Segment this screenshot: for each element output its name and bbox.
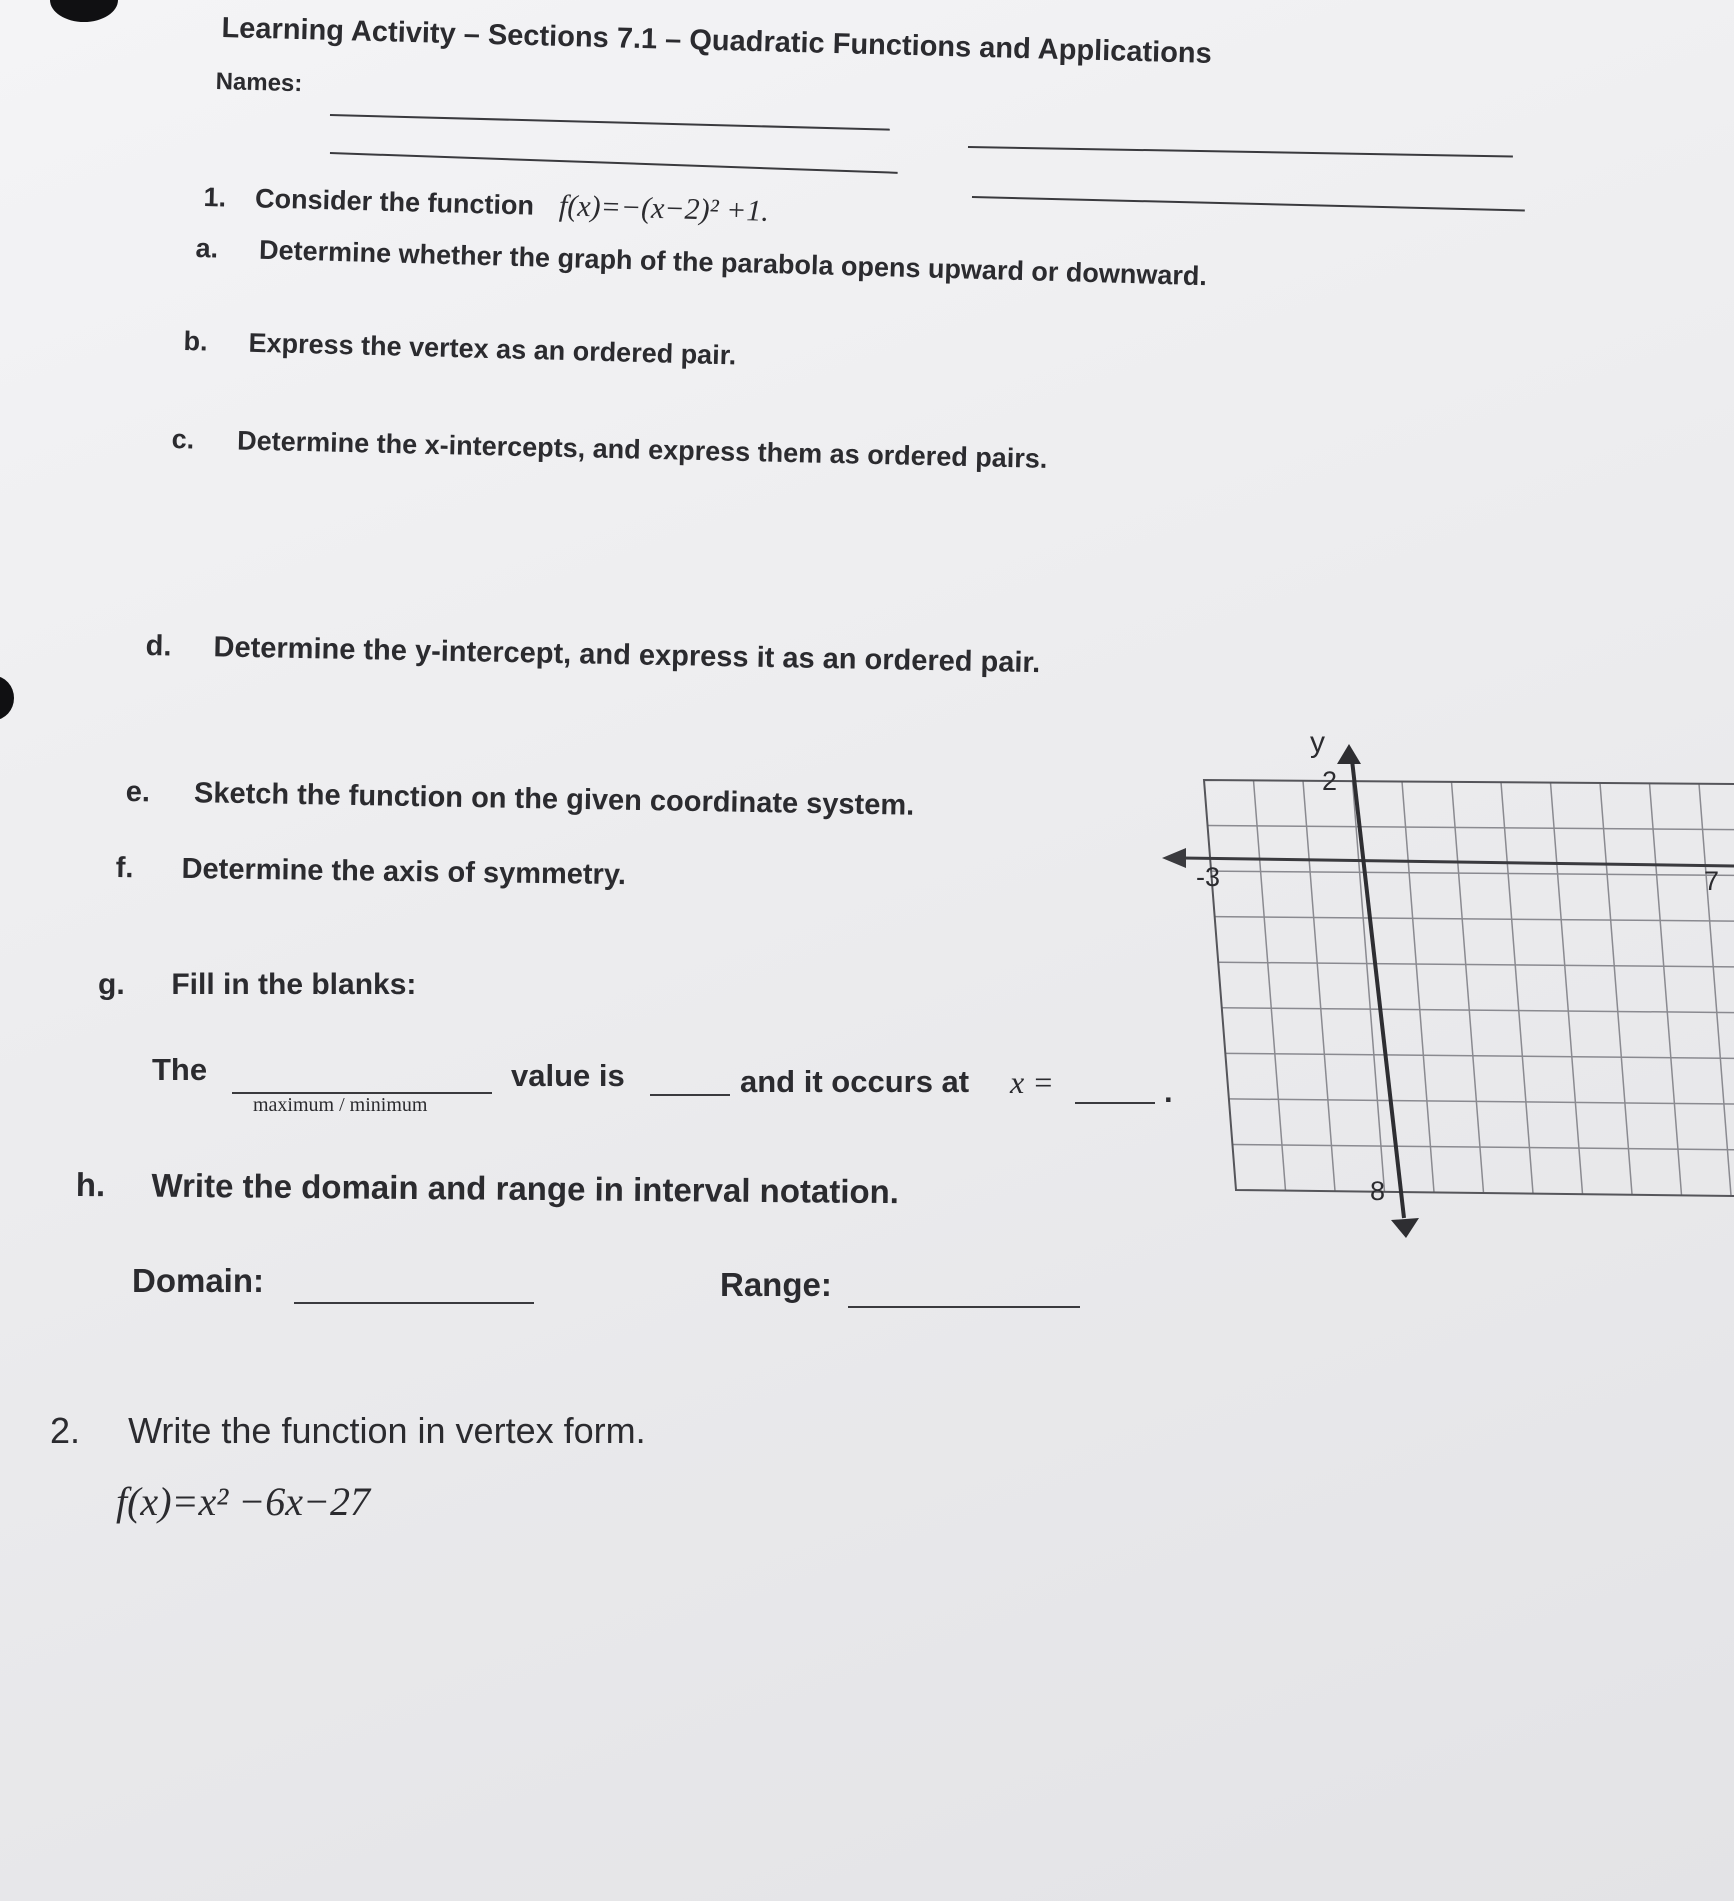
grid-horizontal-line: [1232, 1144, 1734, 1150]
fill-in-the: The: [152, 1052, 208, 1087]
y-top-tick-label: 2: [1322, 766, 1338, 796]
fill-in-x-equals: x =: [1010, 1064, 1054, 1100]
question-2-text: Write the function in vertex form.: [128, 1410, 646, 1451]
part-f-text: Determine the axis of symmetry.: [181, 852, 627, 892]
grid-vertical-line: [1551, 783, 1583, 1194]
part-b-text: Express the vertex as an ordered pair.: [248, 327, 737, 371]
grid-vertical-line: [1501, 782, 1533, 1193]
grid-horizontal-line: [1215, 917, 1734, 922]
grid-horizontal-line: [1208, 826, 1734, 830]
worksheet-title: Learning Activity – Sections 7.1 – Quadratic Functions and Applications: [221, 12, 1213, 70]
grid-vertical-line: [1254, 780, 1286, 1190]
grid-vertical-line: [1699, 784, 1731, 1196]
grid-horizontal-line: [1225, 1053, 1734, 1058]
y-axis-up-arrow-icon: [1337, 744, 1361, 764]
part-e-text: Sketch the function on the given coordinate system.: [193, 777, 915, 822]
y-axis-down-arrow-icon: [1391, 1218, 1419, 1238]
range-label: Range:: [720, 1266, 832, 1303]
y-axis-label: y: [1310, 726, 1325, 759]
x-right-tick-label: 7: [1704, 866, 1720, 896]
part-a-text: Determine whether the graph of the parabola opens upward or downward.: [258, 234, 1208, 292]
part-a-label: a.: [195, 233, 219, 264]
question-2-function-text: f(x)=x² −6x−27: [116, 1479, 370, 1524]
question-1-function: f(x)=−(x−2)² +1.: [558, 189, 770, 228]
part-d-label: d.: [145, 630, 172, 663]
question-1-number: 1.: [203, 181, 227, 213]
grid-horizontal-line: [1211, 871, 1734, 875]
grid-horizontal-line: [1222, 1008, 1734, 1013]
part-e-label: e.: [125, 776, 151, 809]
grid-vertical-line: [1600, 783, 1632, 1194]
part-g-text: Fill in the blanks:: [171, 968, 417, 1001]
part-d-text: Determine the y-intercept, and express it as an ordered pair.: [213, 631, 1041, 680]
y-axis: [1352, 760, 1404, 1218]
grid-vertical-line: [1452, 782, 1484, 1193]
grid-lines: [1208, 780, 1734, 1195]
part-h-label: h.: [75, 1166, 106, 1204]
question-1-intro-text: Consider the function: [254, 183, 535, 221]
fill-in-period: .: [1164, 1074, 1173, 1109]
domain-label: Domain:: [132, 1262, 264, 1299]
x-axis-left-arrow-icon: [1162, 848, 1186, 868]
part-h-text: Write the domain and range in interval notation.: [151, 1166, 900, 1211]
part-c-text: Determine the x-intercepts, and express them as ordered pairs.: [236, 425, 1048, 474]
fill-in-occurs: and it occurs at: [740, 1064, 970, 1099]
grid-vertical-line: [1402, 781, 1434, 1192]
x-left-tick-label: -3: [1196, 862, 1221, 892]
part-b-label: b.: [183, 326, 208, 357]
grid-vertical-line: [1650, 783, 1682, 1195]
grid-vertical-line: [1303, 781, 1335, 1191]
names-label: Names:: [215, 68, 303, 98]
question-2-number: 2.: [50, 1410, 81, 1451]
y-bottom-tick-label: 8: [1370, 1176, 1386, 1206]
grid-horizontal-line: [1218, 962, 1734, 967]
fill-in-value-is: value is: [511, 1058, 625, 1093]
part-f-label: f.: [115, 852, 134, 885]
part-c-label: c.: [171, 424, 195, 455]
part-g-label: g.: [98, 968, 125, 1001]
max-min-caption: maximum / minimum: [253, 1094, 428, 1116]
grid-horizontal-line: [1229, 1099, 1734, 1105]
